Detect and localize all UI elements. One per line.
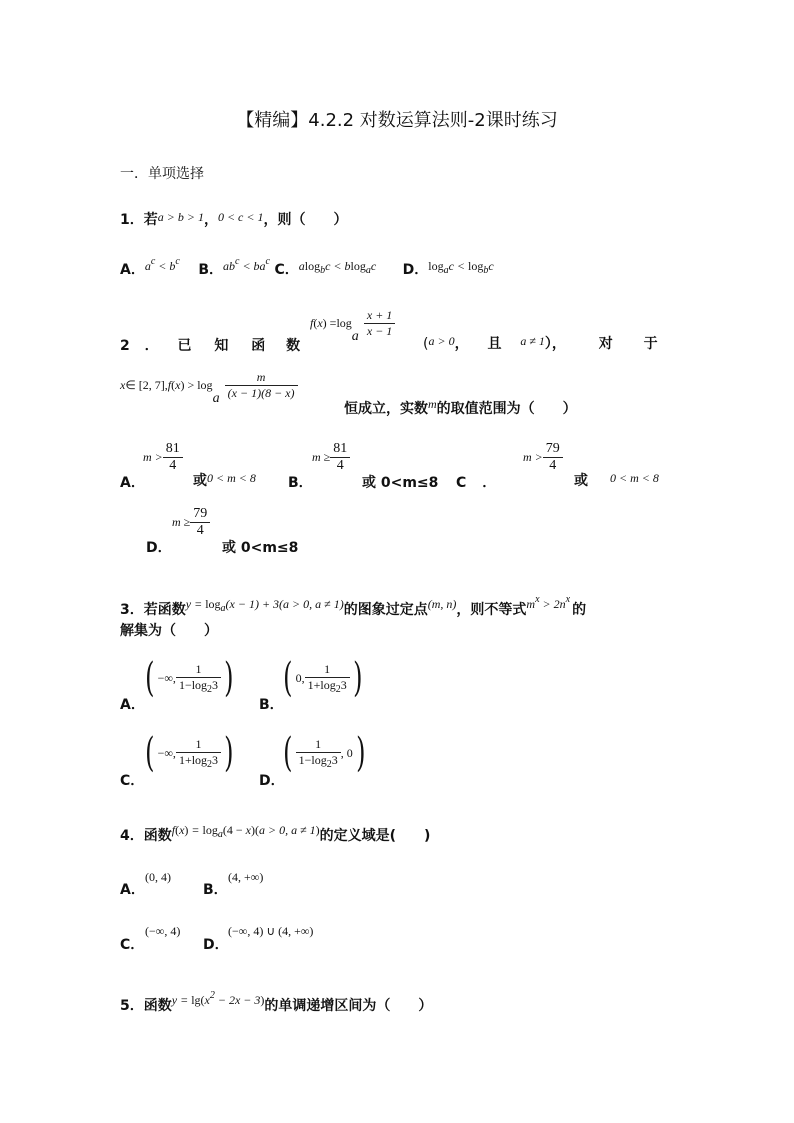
- q1-option-a: $a^c < b^c$: [144, 256, 180, 273]
- q1-option-c: alog$_b$c < blog$_a$c: [298, 259, 377, 276]
- q3-option-a-label: A．: [120, 697, 145, 713]
- question-5: 5．函数$y = \lg(x^2 - 2x - 3)$的单调递增区间为（ ）: [120, 990, 433, 1014]
- question-4: 4．函数$f(x) = \log_a(4 - x)(a > 0$, a ≠ 1)的定义域是( ): [120, 823, 431, 844]
- q4-option-a-label: A．: [120, 882, 145, 898]
- q2-option-d-label: D．: [146, 540, 172, 556]
- q2-option-d-rest: 或 0<m≤8: [222, 540, 299, 556]
- q2-condition-formula: x∈ [2, $7],f(x) > \log_a$ $\frac{m}{(x - 1)(8 - x)}$: [120, 370, 298, 407]
- q1-option-a-label: A．: [120, 262, 145, 278]
- q3-option-c-label: C．: [120, 773, 145, 789]
- q4-option-b: (4, +∞): [228, 870, 264, 884]
- q2-option-b-rest: 或 0<m≤8: [362, 475, 439, 491]
- section-heading: 一．单项选择: [120, 166, 204, 182]
- q1-option-b-label: B．: [198, 262, 223, 278]
- q3-option-d: ( $\frac{1}{1-\log_23}$ , 0): [283, 730, 366, 776]
- q3-option-d-label: D．: [259, 773, 285, 789]
- q4-option-d: (−∞, 4) ∪ (4, +∞): [228, 924, 314, 938]
- q3-option-a: ( −∞, $\frac{1}{1-\log_23}$ ): [145, 655, 234, 701]
- q4-option-d-label: D．: [203, 937, 229, 953]
- q2-option-a-or: 或0 < m < 8: [193, 471, 256, 489]
- q2-option-d: m ≥ $\frac{79}{4}$: [172, 506, 210, 539]
- q2-option-c-label: C ．: [456, 475, 497, 491]
- q1-cond2: 0 < c < 1: [217, 210, 264, 224]
- q1-option-d: $\log_ac < \log_bc$: [428, 259, 494, 276]
- q3-option-b: ( 0, $\frac{1}{1+\log_23}$ ): [283, 655, 363, 701]
- q1-prefix: 1．若: [120, 212, 158, 228]
- q4-option-c: (−∞, 4): [145, 924, 181, 938]
- document-title: 【精编】4.2.2 对数运算法则-2课时练习: [236, 110, 558, 131]
- q2-option-a-label: A．: [120, 475, 145, 491]
- q2-option-a: m > $\frac{81}{4}$: [143, 441, 183, 474]
- question-2-line1-cond: (a > 0， 且 a ≠ 1）， 对 于: [423, 334, 658, 352]
- q4-option-b-label: B．: [203, 882, 228, 898]
- q3-option-b-label: B．: [259, 697, 284, 713]
- q2-option-b: m ≥ $\frac{81}{4}$: [312, 441, 350, 474]
- q4-option-a: (0, 4): [145, 870, 171, 884]
- q2-function-formula: $f(x) =\log_a$ $\frac{x + 1}{x - 1}$: [310, 308, 395, 345]
- q2-option-c: m > $\frac{79}{4}$: [523, 441, 563, 474]
- question-2-line1: 2 ． 已 知 函 数: [120, 338, 301, 354]
- q1-option-c-label: C．: [274, 262, 299, 278]
- question-3-line1: 3．若函数$y = \log_a(x - 1) + 3(a > 0$, a ≠ 1)的图象过定点(m, n)，则不等式$m^x > 2n^x$的: [120, 594, 587, 618]
- q1-options: [120, 256, 494, 279]
- q1-cond1: a > b > 1: [157, 210, 204, 224]
- q2-line2-text: 恒成立，实数m的取值范围为（ ）: [344, 397, 577, 417]
- question-1: 1．若a > b > 1，0 < c < 1，则（ ）: [120, 210, 348, 228]
- q1-option-b: $ab^c < ba^c$: [222, 256, 270, 273]
- q3-option-c: ( −∞, $\frac{1}{1+\log_23}$ ): [145, 730, 234, 776]
- q1-option-d-label: D．: [402, 262, 429, 278]
- q2-option-b-label: B．: [288, 475, 313, 491]
- q2-option-c-or: 或 0 < m < 8: [574, 471, 659, 489]
- question-3-line2: 解集为（ ）: [120, 623, 218, 639]
- q4-option-c-label: C．: [120, 937, 145, 953]
